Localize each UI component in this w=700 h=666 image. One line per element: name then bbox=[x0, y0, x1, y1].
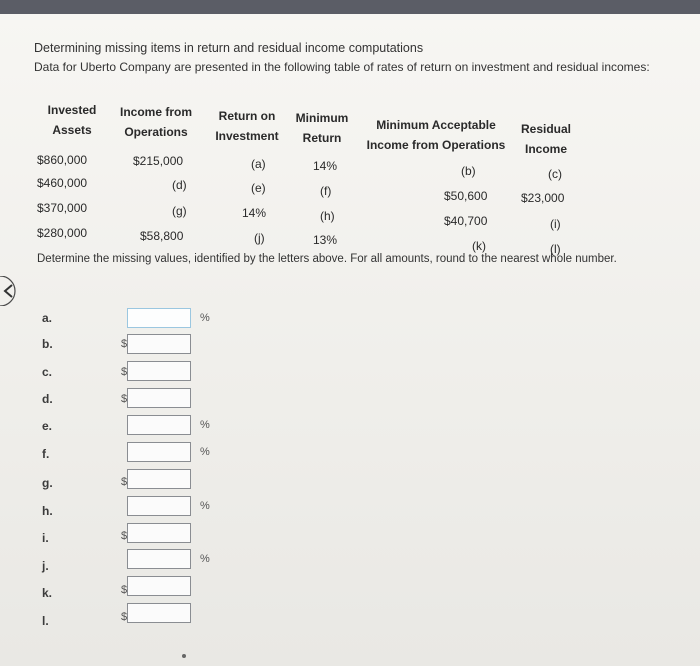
dollar-sign-l: $ bbox=[121, 611, 128, 623]
answer-label-f: f. bbox=[42, 447, 50, 461]
answer-input-j[interactable] bbox=[127, 549, 191, 569]
answer-label-k: k. bbox=[42, 586, 53, 600]
header-return-on-investment bbox=[208, 106, 286, 146]
scroll-dot bbox=[182, 654, 186, 658]
row3-income: (g) bbox=[172, 204, 187, 218]
row2-roi: (e) bbox=[251, 181, 266, 195]
row4-min-income: (k) bbox=[472, 239, 486, 253]
header-income-operations bbox=[112, 102, 200, 142]
row3-residual: (i) bbox=[550, 217, 561, 231]
answer-input-d[interactable] bbox=[127, 388, 191, 408]
row3-roi: 14% bbox=[242, 206, 267, 220]
row2-min-income: $50,600 bbox=[444, 189, 488, 203]
row2-income: (d) bbox=[172, 178, 187, 192]
percent-sign-e: % bbox=[200, 419, 210, 431]
top-bar bbox=[0, 0, 700, 14]
row1-min-income: (b) bbox=[461, 164, 476, 178]
dollar-sign-b: $ bbox=[121, 338, 128, 350]
header-min-income-line1: Minimum Acceptable bbox=[376, 118, 496, 132]
header-residual-line2: Income bbox=[524, 142, 567, 156]
header-roi-line2: Investment bbox=[215, 129, 279, 143]
answer-input-e[interactable] bbox=[127, 415, 191, 435]
dollar-sign-c: $ bbox=[121, 366, 128, 378]
dollar-sign-d: $ bbox=[121, 393, 128, 405]
header-invested-assets bbox=[40, 100, 104, 140]
row3-assets: $370,000 bbox=[37, 201, 88, 215]
row2-assets: $460,000 bbox=[37, 176, 88, 190]
header-min-return-line2: Return bbox=[302, 131, 342, 145]
header-roi-line1: Return on bbox=[218, 109, 276, 123]
answer-label-a: a. bbox=[42, 311, 53, 325]
header-income-operations-line2: Operations bbox=[124, 125, 188, 139]
row4-assets: $280,000 bbox=[37, 226, 88, 240]
dollar-sign-k: $ bbox=[121, 584, 128, 596]
percent-sign-f: % bbox=[200, 446, 210, 458]
answer-label-i: i. bbox=[42, 531, 49, 545]
header-invested-assets-line1: Invested bbox=[47, 103, 97, 117]
row4-residual: (l) bbox=[550, 242, 561, 256]
header-minimum-acceptable-income bbox=[360, 115, 512, 155]
answer-label-j: j. bbox=[42, 559, 49, 573]
row1-roi: (a) bbox=[251, 157, 266, 171]
header-min-income-line2: Income from Operations bbox=[366, 138, 506, 152]
percent-sign-a: % bbox=[200, 312, 210, 324]
header-income-operations-line1: Income from bbox=[119, 105, 192, 119]
answer-input-c[interactable] bbox=[127, 361, 191, 381]
row4-min-return: 13% bbox=[313, 233, 338, 247]
page-subtitle: Data for Uberto Company are presented in the following table of rates of return on investment and residual incomes: bbox=[34, 60, 650, 74]
answer-label-l: l. bbox=[42, 614, 49, 628]
row1-min-return: 14% bbox=[313, 159, 338, 173]
answer-input-i[interactable] bbox=[127, 523, 191, 543]
row3-min-return: (h) bbox=[320, 209, 335, 223]
page-title: Determining missing items in return and residual income computations bbox=[34, 41, 424, 55]
answer-input-g[interactable] bbox=[127, 469, 191, 489]
instructions-text: Determine the missing values, identified by the letters above. For all amounts, round to the nearest whole number. bbox=[37, 253, 617, 265]
answer-label-d: d. bbox=[42, 392, 53, 406]
dollar-sign-g: $ bbox=[121, 476, 128, 488]
answer-label-g: g. bbox=[42, 476, 53, 490]
header-minimum-return bbox=[288, 108, 356, 148]
dollar-sign-i: $ bbox=[121, 530, 128, 542]
answer-label-c: c. bbox=[42, 365, 53, 379]
row2-residual: $23,000 bbox=[521, 191, 565, 205]
percent-sign-j: % bbox=[200, 553, 210, 565]
row3-min-income: $40,700 bbox=[444, 214, 488, 228]
header-residual-line1: Residual bbox=[520, 122, 571, 136]
back-chevron-icon[interactable] bbox=[0, 276, 22, 306]
row1-assets: $860,000 bbox=[37, 153, 88, 167]
answer-label-h: h. bbox=[42, 504, 53, 518]
row4-income: $58,800 bbox=[140, 229, 184, 243]
header-min-return-line1: Minimum bbox=[295, 111, 349, 125]
header-residual-income bbox=[514, 119, 578, 159]
answer-input-b[interactable] bbox=[127, 334, 191, 354]
answer-input-a[interactable] bbox=[127, 308, 191, 328]
answer-label-b: b. bbox=[42, 337, 53, 351]
answer-input-h[interactable] bbox=[127, 496, 191, 516]
row1-residual: (c) bbox=[548, 167, 562, 181]
answer-input-l[interactable] bbox=[127, 603, 191, 623]
assignment-page bbox=[0, 14, 700, 666]
header-invested-assets-line2: Assets bbox=[52, 123, 92, 137]
answer-label-e: e. bbox=[42, 419, 53, 433]
answer-input-f[interactable] bbox=[127, 442, 191, 462]
row1-income: $215,000 bbox=[133, 154, 184, 168]
row4-roi: (j) bbox=[254, 231, 265, 245]
answer-input-k[interactable] bbox=[127, 576, 191, 596]
row2-min-return: (f) bbox=[320, 184, 332, 198]
percent-sign-h: % bbox=[200, 500, 210, 512]
